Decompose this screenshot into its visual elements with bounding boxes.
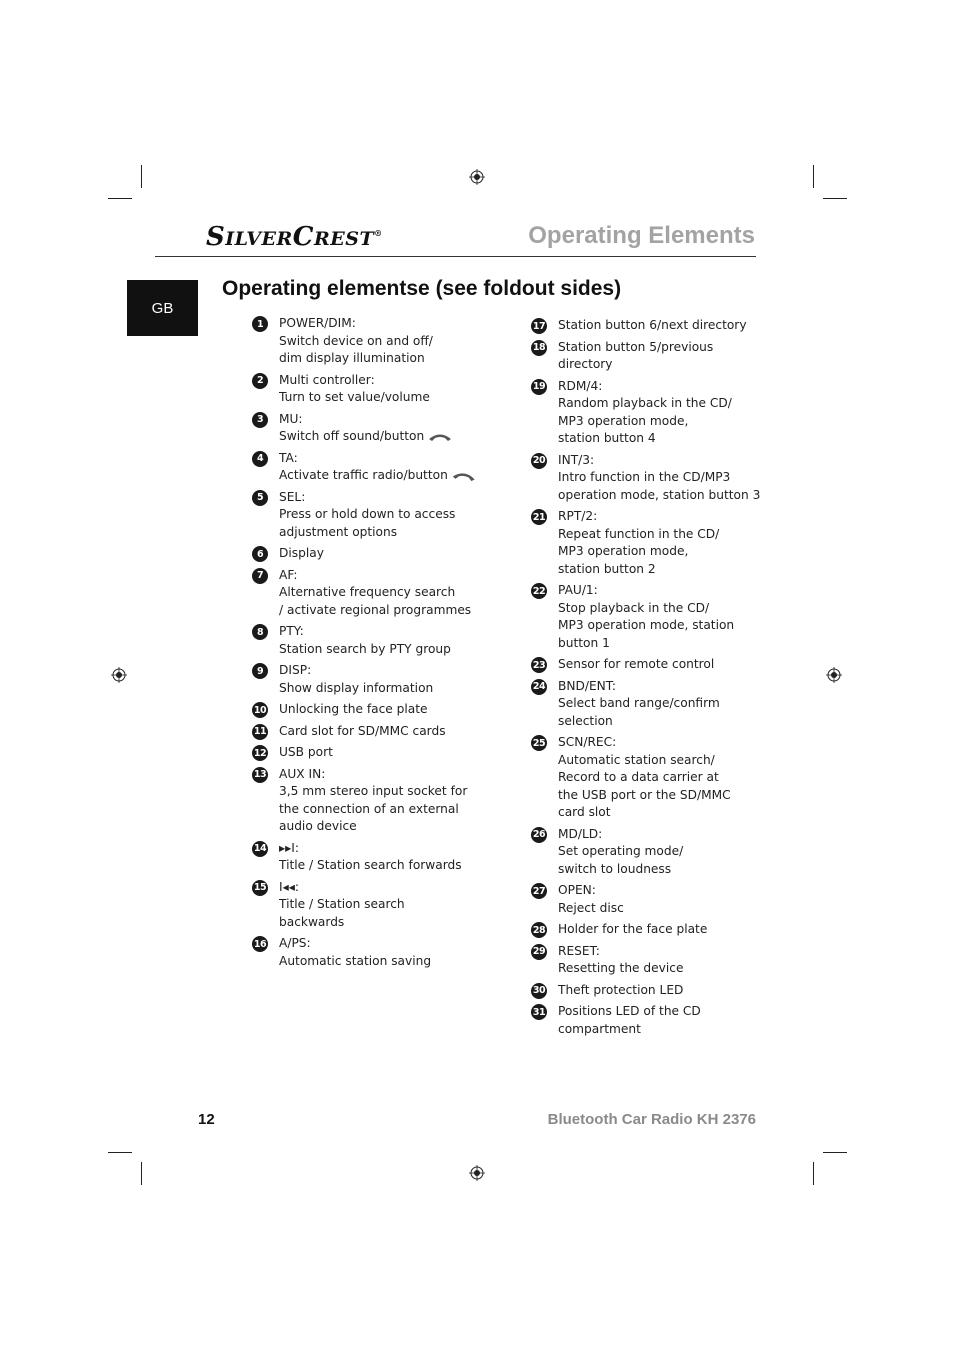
item-text-line: Alternative frequency search	[279, 585, 456, 599]
list-item	[252, 766, 468, 836]
item-text-line: compartment	[558, 1021, 641, 1036]
item-description	[279, 489, 455, 542]
item-number-badge: 6	[252, 546, 268, 562]
item-description	[558, 317, 747, 335]
list-item	[252, 935, 452, 970]
item-text-line: A/PS:	[279, 936, 311, 950]
item-number-badge: 17	[531, 318, 547, 334]
list-item	[252, 567, 472, 620]
item-text-line: switch to loudness	[558, 861, 672, 876]
item-number-badge: 3	[252, 412, 268, 428]
item-text-line: AUX IN:	[279, 766, 326, 781]
item-number-badge: 11	[252, 724, 268, 740]
list-item	[531, 678, 731, 731]
page-number: 12	[198, 1111, 215, 1128]
item-description	[558, 826, 683, 879]
item-description	[279, 701, 428, 719]
item-description	[558, 656, 714, 674]
list-item	[531, 826, 731, 879]
phone-hangup-icon	[428, 432, 452, 442]
crop-mark	[108, 198, 132, 199]
list-item	[252, 372, 452, 407]
item-text-line: station button 4	[558, 431, 656, 445]
item-text-line: Select band range/confirm	[558, 696, 720, 710]
item-text-line: / activate regional programmes	[279, 602, 472, 617]
item-description	[558, 508, 719, 578]
item-text-line: Activate traffic radio/button	[279, 468, 448, 482]
item-text-line: MP3 operation mode,	[558, 544, 689, 558]
item-text-line: Station button 5/previous	[558, 339, 714, 354]
item-text-line: adjustment options	[279, 524, 398, 539]
item-text-line: Theft protection LED	[558, 982, 684, 997]
list-item	[531, 982, 731, 1000]
item-description	[279, 879, 405, 932]
item-text-line: PAU/1:	[558, 583, 598, 597]
item-number-badge: 10	[252, 702, 268, 718]
item-text-line: Stop playback in the CD/	[558, 600, 710, 615]
list-item	[252, 315, 452, 368]
list-item	[531, 508, 731, 578]
item-number-badge: 30	[531, 983, 547, 999]
list-item	[531, 378, 731, 448]
list-item	[252, 411, 452, 446]
item-number-badge: 21	[531, 509, 547, 525]
item-description	[279, 723, 446, 741]
phone-pickup-icon	[452, 471, 476, 481]
item-text-line: RPT/2:	[558, 509, 598, 523]
item-description	[558, 582, 734, 652]
item-description	[558, 943, 683, 978]
item-text-line: MU:	[279, 411, 303, 426]
item-description	[279, 935, 431, 970]
item-text-line: Sensor for remote control	[558, 657, 715, 671]
item-text-line: 3,5 mm stereo input socket for	[279, 784, 468, 798]
item-number-badge: 4	[252, 451, 268, 467]
item-text-line: card slot	[558, 805, 611, 819]
list-item	[252, 723, 452, 741]
item-text-line: SCN/REC:	[558, 735, 617, 749]
item-description	[558, 982, 683, 1000]
header-divider	[155, 256, 756, 257]
item-number-badge: 23	[531, 657, 547, 673]
item-text-line: I◂◂:	[279, 879, 299, 894]
item-text-line: Show display information	[279, 680, 434, 695]
brand-logo: SILVERCREST®	[206, 222, 383, 252]
item-text-line: RDM/4:	[558, 378, 603, 393]
item-number-badge: 28	[531, 922, 547, 938]
item-description	[279, 315, 433, 368]
item-text-line: Switch device on and off/	[279, 333, 433, 348]
item-number-badge: 8	[252, 624, 268, 640]
item-text-line: Set operating mode/	[558, 844, 684, 858]
item-number-badge: 18	[531, 340, 547, 356]
item-text-line: audio device	[279, 819, 357, 833]
right-item-list	[531, 317, 761, 1042]
registration-mark-icon	[469, 1165, 485, 1181]
crop-mark	[813, 165, 814, 188]
item-number-badge: 9	[252, 663, 268, 679]
list-item	[252, 623, 452, 658]
list-item	[252, 840, 462, 875]
list-item	[531, 734, 731, 822]
item-description	[558, 921, 707, 939]
item-description	[558, 452, 760, 505]
item-text-line: backwards	[279, 914, 345, 929]
item-number-badge: 12	[252, 745, 268, 761]
list-item	[531, 943, 731, 978]
item-text-line: INT/3:	[558, 452, 595, 467]
item-text-line: Turn to set value/volume	[279, 390, 430, 404]
registration-mark-icon	[826, 667, 842, 683]
item-number-badge: 15	[252, 880, 268, 896]
item-description	[558, 678, 720, 731]
item-text-line: Station search by PTY group	[279, 641, 451, 656]
item-text-line: OPEN:	[558, 883, 596, 897]
item-number-badge: 13	[252, 767, 268, 783]
item-text-line: Unlocking the face plate	[279, 702, 428, 716]
crop-mark	[813, 1162, 814, 1185]
crop-mark	[823, 198, 847, 199]
item-text-line: Record to a data carrier at	[558, 770, 719, 784]
left-item-list	[252, 315, 472, 974]
crop-mark	[823, 1152, 847, 1153]
page-header-title: Operating Elements	[528, 222, 755, 249]
list-item	[531, 452, 761, 505]
item-text-line: Automatic station search/	[558, 752, 715, 767]
item-number-badge: 16	[252, 936, 268, 952]
item-number-badge: 29	[531, 944, 547, 960]
item-text-line: the connection of an external	[279, 801, 459, 816]
item-description	[279, 411, 452, 446]
item-description	[279, 372, 430, 407]
list-item	[252, 879, 452, 932]
item-text-line: Resetting the device	[558, 961, 684, 975]
crop-mark	[141, 1162, 142, 1185]
item-text-line: Card slot for SD/MMC cards	[279, 723, 446, 738]
item-text-line: Switch off sound/button	[279, 429, 425, 443]
item-text-line: Automatic station saving	[279, 953, 432, 968]
item-text-line: TA:	[279, 450, 298, 465]
item-text-line: operation mode, station button 3	[558, 487, 761, 502]
item-text-line: SEL:	[279, 489, 306, 504]
registration-mark-icon	[111, 667, 127, 683]
item-number-badge: 27	[531, 883, 547, 899]
item-text-line: Reject disc	[558, 900, 624, 915]
list-item	[252, 662, 452, 697]
item-number-badge: 25	[531, 735, 547, 751]
item-text-line: ▸▸I:	[279, 840, 299, 855]
list-item	[252, 744, 452, 762]
item-description	[558, 1003, 701, 1038]
item-number-badge: 24	[531, 679, 547, 695]
item-text-line: button 1	[558, 635, 610, 650]
item-number-badge: 22	[531, 583, 547, 599]
item-text-line: MP3 operation mode, station	[558, 618, 735, 632]
list-item	[531, 921, 731, 939]
item-text-line: Title / Station search	[279, 897, 405, 911]
item-text-line: Repeat function in the CD/	[558, 526, 720, 541]
item-text-line: DISP:	[279, 663, 312, 677]
item-number-badge: 7	[252, 568, 268, 584]
list-item	[252, 489, 456, 542]
language-tab: GB	[127, 280, 198, 336]
item-text-line: MP3 operation mode,	[558, 413, 689, 428]
item-text-line: USB port	[279, 745, 333, 759]
item-text-line: selection	[558, 713, 613, 728]
list-item	[531, 1003, 731, 1038]
item-description	[279, 450, 476, 485]
item-text-line: station button 2	[558, 561, 656, 576]
item-number-badge: 26	[531, 827, 547, 843]
item-description	[279, 545, 324, 563]
item-text-line: Title / Station search forwards	[279, 858, 462, 872]
item-description	[558, 882, 624, 917]
item-description	[279, 662, 433, 697]
item-text-line: Display	[279, 546, 324, 560]
crop-mark	[108, 1152, 132, 1153]
crop-mark	[141, 165, 142, 188]
item-text-line: Random playback in the CD/	[558, 396, 732, 410]
list-item	[531, 656, 731, 674]
item-text-line: Intro function in the CD/MP3	[558, 470, 731, 484]
list-item	[252, 701, 452, 719]
list-item	[252, 450, 452, 485]
item-text-line: POWER/DIM:	[279, 316, 356, 330]
item-text-line: Station button 6/next directory	[558, 318, 747, 332]
item-description	[279, 766, 467, 836]
list-item	[531, 882, 731, 917]
item-description	[279, 623, 451, 658]
item-text-line: MD/LD:	[558, 826, 603, 841]
item-text-line: Multi controller:	[279, 372, 375, 387]
item-text-line: AF:	[279, 567, 298, 582]
list-item	[531, 317, 747, 335]
item-text-line: Holder for the face plate	[558, 922, 708, 936]
section-title: Operating elementse (see foldout sides)	[222, 277, 622, 300]
item-text-line: Positions LED of the CD	[558, 1004, 701, 1018]
item-number-badge: 31	[531, 1004, 547, 1020]
item-text-line: directory	[558, 357, 613, 371]
item-number-badge: 19	[531, 379, 547, 395]
item-text-line: RESET:	[558, 943, 600, 958]
item-description	[279, 744, 333, 762]
item-number-badge: 20	[531, 453, 547, 469]
item-number-badge: 14	[252, 841, 268, 857]
registration-mark-icon	[469, 169, 485, 185]
item-number-badge: 1	[252, 316, 268, 332]
item-text-line: dim display illumination	[279, 351, 425, 365]
item-number-badge: 2	[252, 373, 268, 389]
list-item	[531, 339, 731, 374]
item-text-line: BND/ENT:	[558, 678, 616, 693]
item-description	[558, 378, 732, 448]
item-text-line: the USB port or the SD/MMC	[558, 787, 731, 802]
item-description	[558, 734, 731, 822]
item-description	[279, 567, 471, 620]
item-description	[558, 339, 713, 374]
item-text-line: Press or hold down to access	[279, 507, 456, 521]
list-item	[531, 582, 735, 652]
item-number-badge: 5	[252, 490, 268, 506]
item-text-line: PTY:	[279, 624, 304, 638]
footer-model: Bluetooth Car Radio KH 2376	[547, 1111, 756, 1128]
item-description	[279, 840, 462, 875]
list-item	[252, 545, 452, 563]
